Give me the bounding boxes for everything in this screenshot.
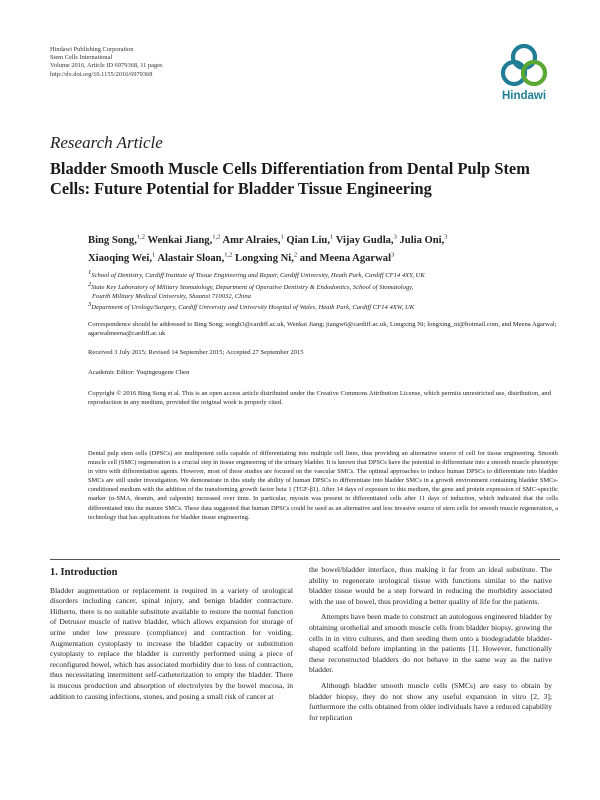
academic-editor: Academic Editor: Yuqingeugene Chen xyxy=(88,369,190,376)
journal-header xyxy=(50,46,163,79)
article-type: Research Article xyxy=(50,133,163,152)
affiliation: $^2$State Key Laboratory of Military Stomatology, Department of Operative Dentistry & Endodontics, School of Stomatology, xyxy=(88,280,414,291)
paper-title: Bladder Smooth Muscle Cells Differentiation from Dental Pulp Stem Cells: Future Potential for Bladder Tissue Engineering xyxy=(50,159,530,198)
author-list xyxy=(88,230,558,266)
abstract: Dental pulp stem cells (DPSCs) are multipotent cells capable of differentiating into multiple cell lines, thus providing an alternative source of cell for tissue engineering. Smooth muscle cell (SMC) regeneration is a crucial step in tissue engineering of the urinary bladder. It is known that DPSCs have the potential to differentiate into a smooth muscle phenotype in vitro with differentiation agents. However, most of these studies are focused on the vascular SMCs. The optimal approaches to induce human DPSCs to differentiate into bladder SMCs are still under investigation. We demonstrate in this study the ability of human DPSCs to differentiate into bladder SMCs in a growth environment containing bladder SMCs-conditioned medium with the addition of the transforming growth factor beta 1 (TGF-β1). After 14 days of exposure to this medium, the gene and protein expression of SMC-specific marker (α-SMA, desmin, and calponin) increased over time. In particular, myosin was present in differentiated cells after 11 days of induction, which indicated that the cells differentiated into the mature SMCs. These data suggested that human DPSCs could be used as an alternative and less invasive source of stem cells for smooth muscle regeneration, a technology that has applications for bladder tissue engineering. xyxy=(88,450,558,521)
section-divider xyxy=(50,559,560,560)
journal-line: Stem Cells International xyxy=(50,54,113,62)
right-column xyxy=(309,565,552,728)
author: Alastair Sloan,$^{1,2}$ xyxy=(157,251,233,264)
author: Wenkai Jiang,$^{1,2}$ xyxy=(147,233,221,246)
author: and Meena Agarwal$^3$ xyxy=(299,251,395,264)
volume-line: Volume 2016, Article ID 6979368, 11 pages xyxy=(50,62,163,70)
section-heading: 1. Introduction xyxy=(50,567,118,578)
paragraph: Attempts have been made to construct an autologous engineered bladder by obtaining urothelial and smooth muscle cells from bladder biopsy, growing the cells in in vitro cultures, and then seeding them onto a biodegradable bladder-shaped scaffold before implanting in the patients [1]. However, functionally these reconstructed bladders do not behave in the same way as the native bladder. xyxy=(309,612,552,675)
paragraph: Although bladder smooth muscle cells (SMCs) are easy to obtain by bladder biopsy, they do not show any useful expansion in vitro [2, 3]; furthermore the cells obtained from older individuals have a reduced capability for replication xyxy=(309,680,552,722)
affiliations xyxy=(88,269,558,313)
author: Amr Alraies,$^1$ xyxy=(222,233,284,246)
doi-link[interactable]: http://dx.doi.org/10.1155/2016/6979368 xyxy=(50,70,153,78)
affiliation-continuation: Fourth Military Medical University, Shaanxi 710032, China xyxy=(92,292,251,300)
affiliation: $^3$Department of Urology/Surgery, Cardiff University and University Hospital of Wales, Heath Park, Cardiff CF14 4XW, UK xyxy=(88,301,415,312)
publication-dates: Received 3 July 2015; Revised 14 September 2015; Accepted 27 September 2015 xyxy=(88,349,304,356)
correspondence: Correspondence should be addressed to Bing Song; songb3@cardiff.ac.uk, Wenkai Jiang; jiangw6@cardiff.ac.uk, Longxing Ni; longxing_ni@hotmail.com, and Meena Agarwal; agarwalmeena@cardiff.ac.uk xyxy=(88,321,557,338)
copyright-notice: Copyright © 2016 Bing Song et al. This is an open access article distributed under the Creative Commons Attribution License, which permits unrestricted use, distribution, and reproduction in any medium, provided the original work is properly cited. xyxy=(88,390,551,407)
author: Bing Song,$^{1,2}$ xyxy=(88,233,145,246)
author: Qian Liu,$^1$ xyxy=(286,233,334,246)
author: Xiaoqing Wei,$^1$ xyxy=(88,251,156,264)
paragraph: the bowel/bladder interface, thus making it far from an ideal substitute. The ability to regenerate urological tissue with functions similar to the native bladder tissue would be a step forward in reducing the morbidity associated with the use of bowel, thus providing a better quality of life for the patients. xyxy=(309,565,552,606)
paragraph: Bladder augmentation or replacement is required in a variety of urological disorders including cancer, spinal injury, and benign bladder contracture. Hitherto, there is no suitable substitute available to restore the normal function of Detrusor muscle of native bladder, which allows expansion for storage of urine under low pressure (compliance) and contraction for voiding. Augmentation cystoplasty to increase the bladder capacity or substitution cystoplasty to replace the bladder is currently performed using a piece of reconfigured bowel, which has associated morbidity due to loss of contraction, thus necessitating intermittent self-catheterization to empty the bladder. There is mucous production and absorption of electrolytes by the bowel mucosa, in addition to causing infections, stones, and posing a small risk of cancer at xyxy=(50,585,293,701)
affiliation: $^1$School of Dentistry, Cardiff Institute of Tissue Engineering and Repair, Cardiff University, Heath Park, Cardiff CF14 4XY, UK xyxy=(88,269,425,280)
publisher-line: Hindawi Publishing Corporation xyxy=(50,46,134,53)
author: Longxing Ni,$^2$ xyxy=(235,251,298,264)
hindawi-wordmark: Hindawi xyxy=(501,90,547,102)
author: Julia Oni,$^3$ xyxy=(399,233,448,246)
left-column xyxy=(50,568,293,707)
author: Vijay Gudla,$^3$ xyxy=(335,233,397,246)
